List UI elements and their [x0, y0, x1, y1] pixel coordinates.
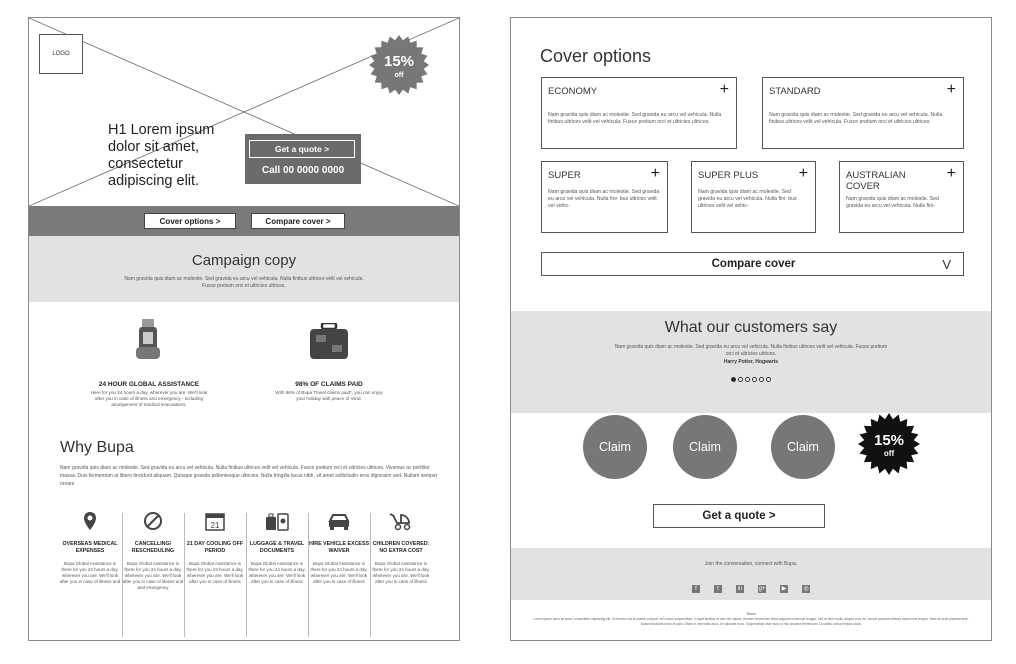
footer-terms-link[interactable]: Terms: [746, 612, 756, 616]
benefit-text: Bupa Global Assistance is there for you 24 hours a day, wherever you are. We'll look after you in case of illness and and emergency: [122, 561, 184, 590]
cover-option-super-plus[interactable]: [691, 161, 816, 233]
discount-badge-icon: [857, 412, 921, 476]
social-icons: [511, 577, 991, 595]
feature-text-claims: With 98% of Bupa Travel claims paid*, you can enjoy your holiday with peace of mind.: [275, 390, 383, 401]
get-quote-button[interactable]: Get a quote >: [653, 504, 825, 528]
quote-panel: [245, 134, 361, 184]
why-bupa-text: Nam gravida quis diam ac molestie. Sed gravida eu arcu vel vehicula. Nulla finibus ultrices velit vel vehicula. Fusce pretium orci et ultricies ultrices. Vivamus ac porttitor massa. Duis fermentum at libero tincidunt aliquam. Quisque gravida pellentesque ultricies. Nulla fringilla lacus nibh, sit amet sollicitudin eros dignissim sed. Nullam semper ornare: [60, 465, 438, 487]
linkedin-icon[interactable]: in: [737, 586, 743, 592]
benefit-luggage: [246, 511, 308, 641]
option-text: Nam gravida quis diam ac molestie. Sed gravida eu arcu vel vehicula. Nulla finibus ultrices velit vel vehicula. Fusce pretium orci et ultricies ultrices.: [769, 112, 943, 125]
option-name: AUSTRALIAN COVER: [846, 170, 906, 192]
benefit-overseas: [59, 511, 121, 641]
badge-percent: 15%: [383, 53, 415, 70]
homepage-wireframe: [28, 17, 460, 641]
twitter-icon[interactable]: t: [714, 585, 722, 593]
claim-circle[interactable]: Claim: [583, 415, 647, 479]
cover-option-economy[interactable]: [541, 77, 737, 149]
luggage-icon: [246, 511, 308, 537]
claim-circle[interactable]: Claim: [771, 415, 835, 479]
suitcase-icon: [308, 323, 350, 361]
get-quote-button[interactable]: Get a quote >: [249, 140, 355, 158]
logo[interactable]: LOGO: [39, 34, 83, 74]
carousel-dots[interactable]: [511, 369, 991, 387]
youtube-icon[interactable]: ▶: [781, 586, 787, 592]
benefit-title: OVERSEAS MEDICAL EXPENSES: [62, 541, 118, 554]
calendar-icon: [184, 511, 246, 537]
benefit-cancelling: [122, 511, 184, 641]
hand-phone-icon: [131, 317, 165, 361]
facebook-icon[interactable]: f: [692, 585, 700, 593]
cover-option-super[interactable]: [541, 161, 668, 233]
carousel-dot[interactable]: [766, 377, 771, 382]
footer-fine-print: Lorem ipsum dolor sit amet, consectetur adipiscing elit. In rhoncus est id massa volutpat, vel cursus suspendisse. In eget facilisis mi sed nisl mauris. Aenean fermentum tellus aliquam commodo feugiat. Sed at nibh mollis, aliquet eros vel, cursus posuere ultricies dictum nisl tempor. Nam sit amet placerat ante. Nullam tincidunt tortor at justo. Etiam in venenatis risus, id vulputate nunc. Suspendisse vitae nunc ut nisl posuere fermentum. Curabitur luctus tempus nulla.: [533, 617, 969, 626]
cover-page-wireframe: [510, 17, 992, 641]
calendar-day: 21: [210, 521, 220, 530]
benefit-cooling-off: [184, 511, 246, 641]
option-name: SUPER: [548, 170, 581, 181]
carousel-dot[interactable]: [745, 377, 750, 382]
feature-title-assistance: 24 HOUR GLOBAL ASSISTANCE: [98, 381, 200, 388]
testimonials-section: [511, 311, 991, 413]
carousel-dot[interactable]: [731, 377, 736, 382]
benefit-title: CANCELLING/ RESCHEDULING: [131, 541, 175, 554]
cover-options-title: Cover options: [540, 46, 652, 66]
campaign-section: [29, 236, 459, 302]
benefit-title: HIRE VEHICLE EXCESS WAIVER: [308, 541, 370, 554]
testimonial-author: Harry Potter, Hogwarts: [723, 359, 779, 365]
campaign-title: Campaign copy: [191, 252, 297, 269]
instagram-icon[interactable]: ◎: [803, 586, 809, 592]
benefit-title: LUGGAGE & TRAVEL DOCUMENTS: [249, 541, 305, 554]
discount-badge-icon: [368, 34, 430, 96]
benefit-title: CHILDREN COVERED: NO EXTRA COST: [372, 541, 430, 554]
testimonial-text: Nam gravida quis diam ac molestie. Sed gravida eu arcu vel vehicula. Nulla finibus ultrices velit vel vehicula. Fusce pretium orci et ultricies ultrices.: [614, 344, 888, 357]
option-text: Nam gravida quis diam ac molestie. Sed gravida eu arcu vel vehicula. Nulla fini-: [846, 196, 939, 209]
carousel-dot[interactable]: [752, 377, 757, 382]
feature-title-claims: 98% OF CLAIMS PAID: [295, 381, 363, 388]
cover-options-button[interactable]: Cover options >: [144, 213, 236, 229]
option-name: ECONOMY: [548, 86, 598, 97]
benefit-hire-vehicle: [308, 511, 370, 641]
badge-off: off: [883, 449, 895, 458]
google-plus-icon[interactable]: g+: [758, 586, 766, 592]
hero-banner: [29, 18, 459, 206]
plus-icon[interactable]: +: [719, 81, 729, 98]
cover-option-standard[interactable]: [762, 77, 964, 149]
carousel-dot[interactable]: [738, 377, 743, 382]
benefit-text: Bupa Global Assistance is there for you 24 hours a day, wherever you are. We'll look after you in case of illness and: [59, 561, 121, 584]
plus-icon[interactable]: +: [798, 165, 808, 182]
feature-text-assistance: Here for you 24 hours a day, wherever you are. We'll look after you in case of illness and emergency - including arrangement of medical evacuations.: [90, 390, 208, 407]
option-name: STANDARD: [769, 86, 821, 97]
benefit-title: 21 DAY COOLING OFF PERIOD: [186, 541, 244, 554]
social-section: [511, 548, 991, 600]
nav-bar: [29, 206, 459, 236]
benefit-children: [370, 511, 432, 641]
car-icon: [308, 511, 370, 537]
compare-cover-button[interactable]: Compare cover >: [251, 213, 345, 229]
option-text: Nam gravida quis diam ac molestie. Sed gravida eu arcu vel vehicula. Nulla finibus ultrices velit vel vehicula. Fusce pretium orci et ultricies ultrices.: [548, 112, 722, 125]
claim-circle[interactable]: Claim: [673, 415, 737, 479]
chevron-down-icon[interactable]: V: [942, 257, 951, 272]
compare-cover-label: Compare cover: [711, 258, 796, 270]
call-number[interactable]: Call 00 0000 0000: [261, 165, 345, 176]
hero-heading: H1 Lorem ipsum dolor sit amet, consectetur adipiscing elit.: [108, 122, 215, 189]
pram-icon: [370, 511, 432, 537]
why-bupa-title: Why Bupa: [60, 439, 134, 456]
campaign-text: Nam gravida quis diam ac molestie. Sed gravida eu arcu vel vehicula. Nulla finibus ultrices velit vel vehicula. Fusce pretium orci et ultricies ultrices.: [124, 276, 364, 289]
location-pin-icon: [59, 511, 121, 537]
badge-percent: 15%: [873, 432, 905, 449]
benefit-text: Bupa Global Assistance is there for you 24 hours a day, wherever you are. We'll look after you in case of illness: [248, 561, 306, 584]
plus-icon[interactable]: +: [946, 81, 956, 98]
plus-icon[interactable]: +: [650, 165, 660, 182]
plus-icon[interactable]: +: [946, 165, 956, 182]
social-text: Join the conversation, connect with Bupa.: [704, 561, 798, 567]
cover-option-australian[interactable]: [839, 161, 964, 233]
benefit-text: Bupa Global Assistance is there for you 24 hours a day, wherever you are. We'll look after you in case of illness: [186, 561, 244, 584]
option-name: SUPER PLUS: [698, 170, 759, 181]
testimonials-title: What our customers say: [664, 319, 838, 336]
benefit-text: Bupa Global Assistance is there for you 24 hours a day, wherever you are. We'll look after you in case of illness: [372, 561, 430, 584]
option-text: Nam gravida quis diam ac molestie. Sed gravida eu arcu vel vehicula. Nulla fini- bus ultrices velit vel vehic-: [548, 189, 660, 209]
cancel-icon: [122, 511, 184, 537]
badge-off: off: [394, 72, 404, 79]
option-text: Nam gravida quis diam ac molestie. Sed gravida eu arcu vel vehicula. Nulla fini- bus ultrices velit vel vehic-: [698, 189, 797, 209]
compare-cover-dropdown[interactable]: [541, 252, 964, 276]
benefit-text: Bupa Global Assistance is there for you 24 hours a day, wherever you are. We'll look after you in case of illness: [310, 561, 368, 584]
carousel-dot[interactable]: [759, 377, 764, 382]
